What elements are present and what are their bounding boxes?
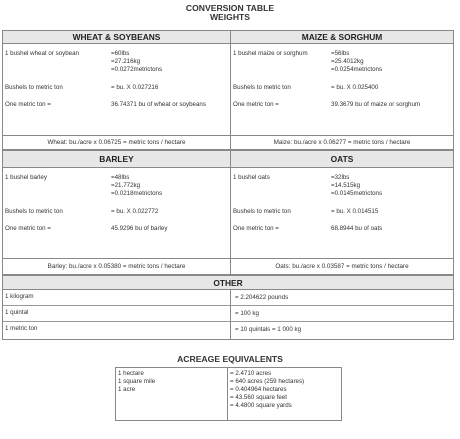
maize-row1-v2: =25.4012kg xyxy=(331,58,364,65)
maize-row2-label: Bushels to metric ton xyxy=(233,84,291,91)
other-row1-label: 1 kilogram xyxy=(5,293,34,300)
other-row-separator xyxy=(3,321,453,322)
oats-footer: Oats: bu./acre x 0.03587 = metric tons / hectare xyxy=(231,258,453,274)
other-row-separator xyxy=(3,305,453,306)
maize-footer: Maize: bu./acre x 0.06277 = metric tons / hectare xyxy=(231,135,453,149)
wheat-row1-v3: =0.0272metrictons xyxy=(111,66,163,73)
other-row1-value: = 2.204622 pounds xyxy=(235,294,289,301)
maize-row2-value: = bu. X 0.025400 xyxy=(331,84,379,91)
maize-sorghum-header: MAIZE & SORGHUM xyxy=(231,31,453,44)
maize-row1-label: 1 bushel maize or sorghum xyxy=(233,50,308,57)
wheat-row3-label: One metric ton = xyxy=(5,101,51,108)
acreage-label-hectare: 1 hectare xyxy=(118,370,144,377)
other-header: OTHER xyxy=(3,276,453,290)
maize-row1-v1: =56lbs xyxy=(331,50,350,57)
acreage-value-3: = 0.404964 hectares xyxy=(230,386,287,393)
acreage-label-square-mile: 1 square mile xyxy=(118,378,156,385)
maize-sorghum-section xyxy=(230,30,454,150)
acreage-value-4: = 43.560 square feet xyxy=(230,394,287,401)
other-row3-value: = 10 quintals = 1 000 kg xyxy=(235,326,302,333)
barley-row1-label: 1 bushel barley xyxy=(5,174,47,181)
acreage-title: ACREAGE EQUIVALENTS xyxy=(177,354,283,364)
acreage-label-acre: 1 acre xyxy=(118,386,136,393)
maize-row3-label: One metric ton = xyxy=(233,101,279,108)
barley-row1-v1: =48lbs xyxy=(111,174,130,181)
wheat-row3-value: 36.74371 bu of wheat or soybeans xyxy=(111,101,206,108)
wheat-row1-label: 1 bushel wheat or soybean xyxy=(5,50,79,57)
oats-row1-v2: =14.515kg xyxy=(331,182,361,189)
barley-row3-value: 45.9296 bu of barley xyxy=(111,225,168,232)
oats-row1-v3: =0.0145metrictons xyxy=(331,190,383,197)
barley-row2-label: Bushels to metric ton xyxy=(5,208,63,215)
acreage-value-5: = 4.4800 square yards xyxy=(230,402,292,409)
wheat-soybeans-header: WHEAT & SOYBEANS xyxy=(3,31,230,44)
wheat-footer: Wheat: bu./acre x 0.06725 = metric tons / hectare xyxy=(3,135,230,149)
barley-header: BARLEY xyxy=(3,151,230,168)
other-row2-value: = 100 kg xyxy=(235,310,259,317)
other-divider xyxy=(230,290,231,339)
barley-footer: Barley: bu./acre x 0.05380 = metric tons / hectare xyxy=(3,258,230,274)
wheat-row1-v1: =60lbs xyxy=(111,50,130,57)
other-row2-label: 1 quintal xyxy=(5,309,29,316)
barley-row3-label: One metric ton = xyxy=(5,225,51,232)
page-subtitle: WEIGHTS xyxy=(209,12,251,22)
oats-row2-value: = bu. X 0.014515 xyxy=(331,208,379,215)
barley-row1-v2: =21.772kg xyxy=(111,182,141,189)
oats-section xyxy=(230,150,454,275)
wheat-row2-value: = bu. X 0.027216 xyxy=(111,84,159,91)
maize-row3-value: 39.3679 bu of maize or sorghum xyxy=(331,101,421,108)
acreage-value-1: = 2.4710 acres xyxy=(230,370,272,377)
other-row3-label: 1 metric ton xyxy=(5,325,38,332)
barley-row1-v3: =0.0218metrictons xyxy=(111,190,163,197)
acreage-value-2: = 640 acres (259 hectares) xyxy=(230,378,305,385)
oats-row3-label: One metric ton = xyxy=(233,225,279,232)
maize-row1-v3: =0.0254metrictons xyxy=(331,66,383,73)
acreage-divider xyxy=(227,368,228,420)
wheat-row1-v2: =27.216kg xyxy=(111,58,141,65)
barley-section xyxy=(2,150,231,275)
oats-row1-label: 1 bushel oats xyxy=(233,174,270,181)
wheat-row2-label: Bushels to metric ton xyxy=(5,84,63,91)
oats-row2-label: Bushels to metric ton xyxy=(233,208,291,215)
oats-row1-v1: =32lbs xyxy=(331,174,350,181)
other-section xyxy=(2,275,454,340)
oats-header: OATS xyxy=(231,151,453,168)
barley-row2-value: = bu. X 0.022772 xyxy=(111,208,159,215)
oats-row3-value: 68.8944 bu of oats xyxy=(331,225,383,232)
wheat-soybeans-section xyxy=(2,30,231,150)
page-title: CONVERSION TABLE xyxy=(185,3,275,13)
acreage-table xyxy=(115,367,342,421)
